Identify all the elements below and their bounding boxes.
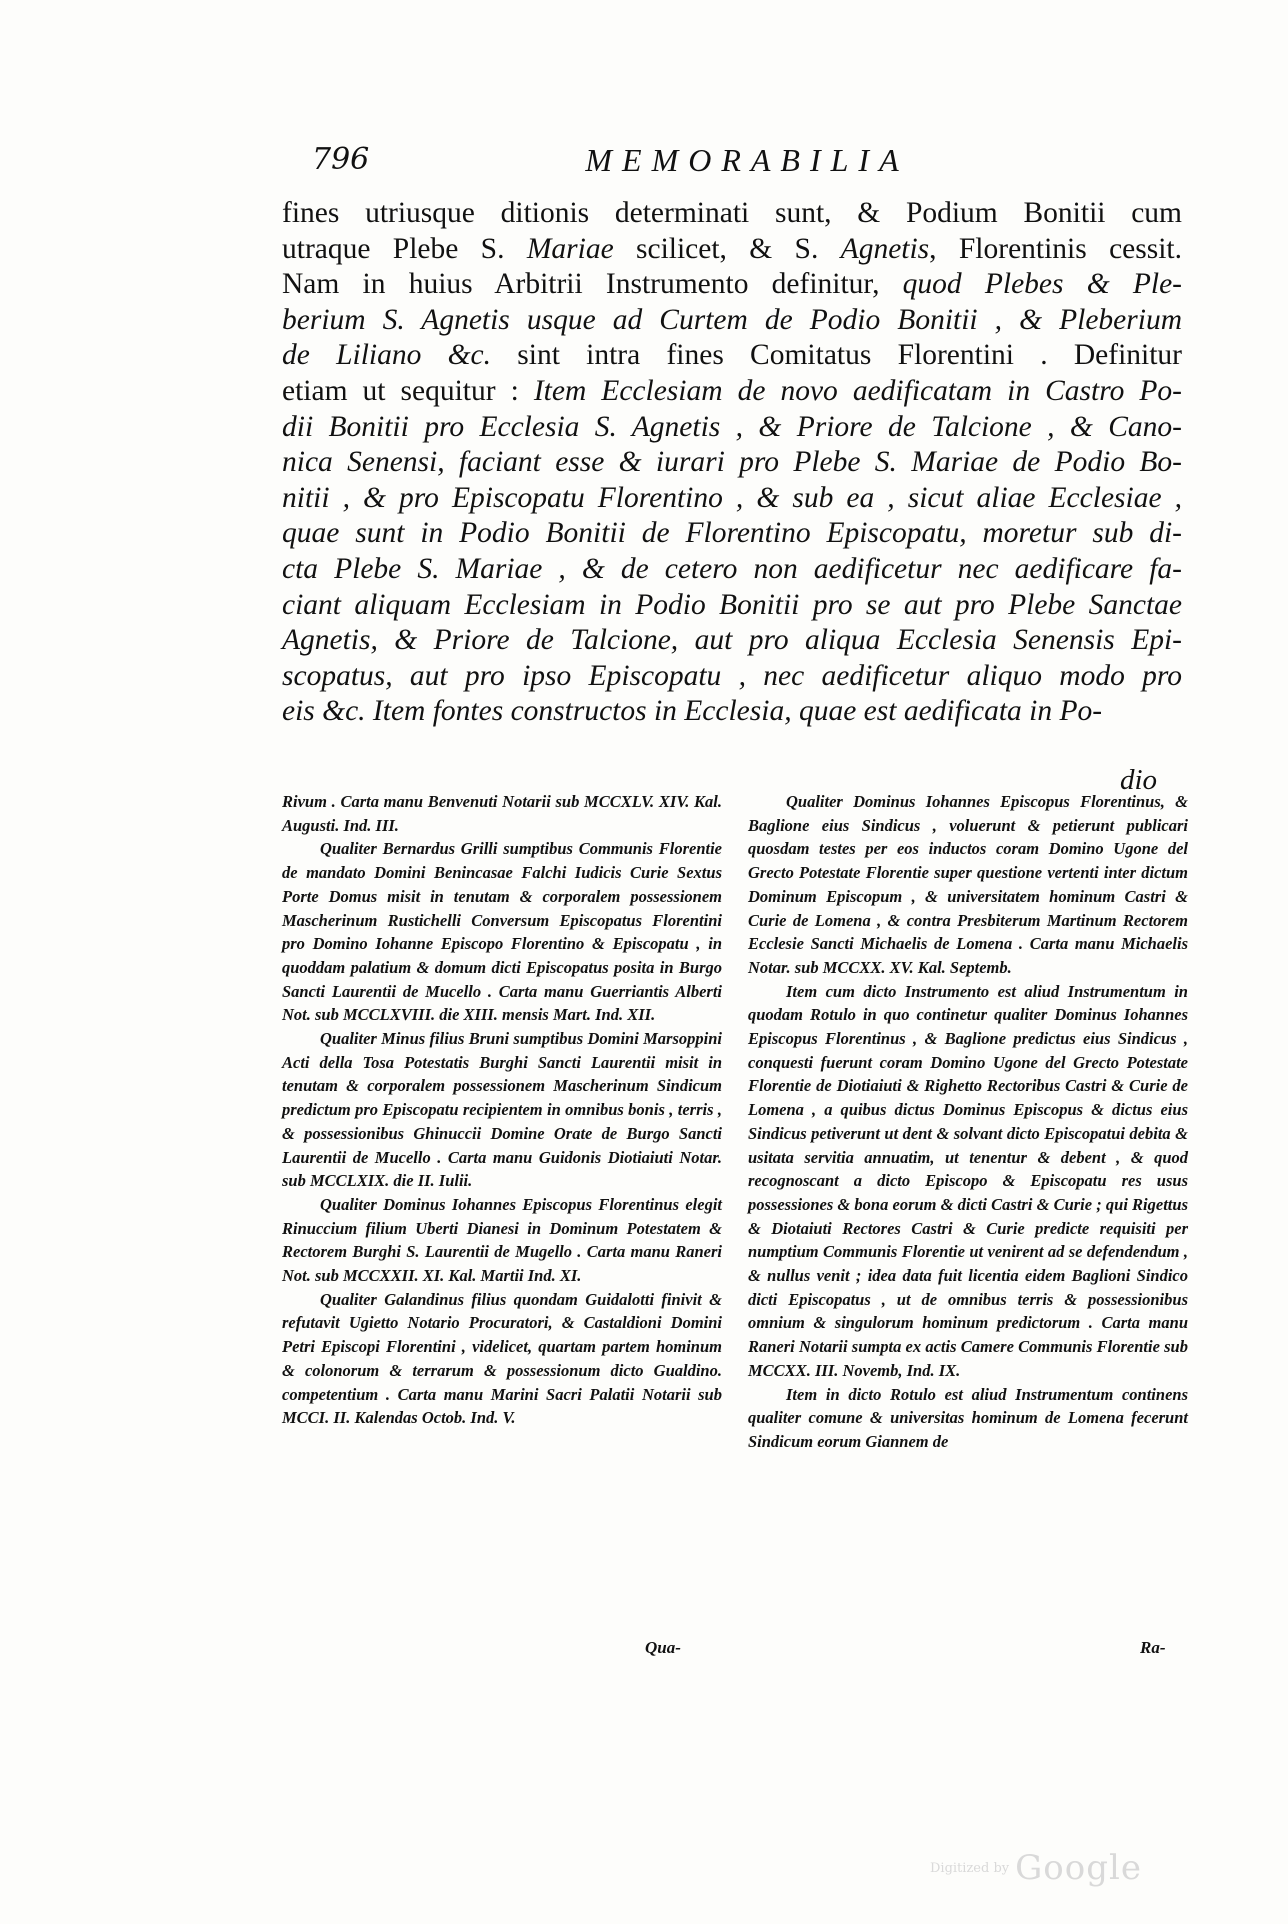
italic-segment: nica Senensi, faciant esse & iurari pro Plebe S. Mariae de Podio Bo- <box>282 446 1182 479</box>
column-paragraph: Qualiter Minus filius Bruni sumptibus Domini Marsoppini Acti della Tosa Potestatis Burghi Sancti Laurentii misit in tenutam & corporalem possessionem Mascherinum Sindicum predictum pro Episcopatu recipientem in omnibus bonis , terris , & possessionibus Ghinuccii Domine Orate de Burgo Sancti Laurentii de Mucello . Carta manu Guidonis Diotiaiuti Notar. sub MCCLXIX. die II. Iulii. <box>282 1029 722 1191</box>
digitization-watermark <box>930 1848 1142 1888</box>
main-text-line <box>282 588 1182 624</box>
main-text-line <box>282 232 1182 268</box>
roman-segment: fines utriusque ditionis determinati sunt, & Podium Bonitii cum <box>282 197 1182 229</box>
roman-segment: utraque Plebe S. <box>282 232 527 265</box>
italic-segment: Agnetis, & Priore de Talcione, aut pro aliqua Ecclesia Senensis Epi- <box>282 624 1182 657</box>
main-text-line <box>282 303 1182 339</box>
running-title: MEMORABILIA <box>585 142 909 178</box>
main-text-line <box>282 374 1182 410</box>
italic-segment: cta Plebe S. Mariae , & de cetero non aedificetur nec aedificare fa- <box>282 552 1182 585</box>
main-text-line <box>282 552 1182 588</box>
catchword-right-column: Ra- <box>1140 1638 1166 1657</box>
roman-segment: , Florentinis cessit. <box>929 232 1182 265</box>
main-text-line <box>282 516 1182 552</box>
column-paragraph: Item in dicto Rotulo est aliud Instrumentum continens qualiter comune & universitas hominum de Lomena fecerunt Sindicum eorum Giannem de <box>748 1384 1188 1451</box>
italic-segment: Agnetis <box>840 232 930 265</box>
italic-segment: Item Ecclesiam de novo aedificatam in Castro Po- <box>533 374 1182 407</box>
main-text-line <box>282 267 1182 303</box>
column-paragraph: Qualiter Galandinus filius quondam Guidalotti finivit & refutavit Ugietto Notario Procuratori, & Castaldioni Domini Petri Episcopi Florentini , videlicet, quartam partem hominum & colonorum & terrarum & possessionum dicto Gualdino. competentium . Carta manu Marini Sacri Palatii Notarii sub MCCI. II. Kalendas Octob. Ind. V. <box>282 1289 722 1428</box>
catchword-main: dio <box>1120 764 1158 796</box>
roman-segment: scilicet, & S. <box>613 232 841 265</box>
page-number: 796 <box>312 142 370 177</box>
main-text-block <box>282 196 1182 730</box>
column-paragraph: Item cum dicto Instrumento est aliud Instrumentum in quodam Rotulo in quo continetur qualiter Dominus Iohannes Episcopus Florentinus , & Baglione predictus eius Sindicus , conquesti fuerunt coram Domino Ugone del Grecto Potestate Florentie de Diotiaiuti & Righetto Rectoribus Castri & Curie de Lomena , a quibus dictus Dominus Episcopus & dictus eius Sindicus petiverunt ut dent & solvant dicto Episcopatui debita & usitata servitia annuatim, ut tenentur & debent , & quod recognoscant a dicto Episcopo & Episcopatu res usus possessiones & bona eorum & dicti Castri & Curie ; qui Rigettus & Diotaiuti Rectores Castri & Curie predicte requisiti per numptium Communis Florentie ut venirent ad se defendendum , & nullus venit ; idea data fuit licentia eidem Baglioni Sindico dicti Episcopatus , ut de omnibus terris & possessionibus omnium & singulorum hominum predictorum . Carta manu Raneri Notarii sumpta ex actis Camere Communis Florentie sub MCCXX. III. Novemb, Ind. IX. <box>748 981 1188 1380</box>
catchword-left-column: Qua- <box>645 1638 681 1657</box>
italic-segment: dii Bonitii pro Ecclesia S. Agnetis , & Priore de Talcione , & Cano- <box>282 410 1182 443</box>
italic-segment: quae sunt in Podio Bonitii de Florentino Episcopatu, moretur sub di- <box>282 517 1182 550</box>
main-text-line <box>282 410 1182 446</box>
column-paragraph: Rivum . Carta manu Benvenuti Notarii sub MCCXLV. XIV. Kal. Augusti. Ind. III. <box>282 792 722 835</box>
watermark-brand: Google <box>1015 1848 1142 1888</box>
roman-segment: sint intra fines Comitatus Florentini . Definitur <box>491 339 1182 372</box>
main-text-line <box>282 196 1182 232</box>
main-text-line <box>282 481 1182 517</box>
italic-segment: Mariae <box>526 232 614 265</box>
watermark-caption: Digitized by <box>930 1860 1010 1876</box>
main-text-line <box>282 338 1182 374</box>
italic-segment: berium S. Agnetis usque ad Curtem de Podio Bonitii , & Pleberium <box>282 303 1182 336</box>
main-text-line <box>282 623 1182 659</box>
roman-segment: Nam in huius Arbitrii Instrumento definitur, <box>282 268 903 301</box>
column-paragraph: Qualiter Dominus Iohannes Episcopus Florentinus elegit Rinuccium filium Uberti Dianesi in Dominum Potestatem & Rectorem Burghi S. Laurentii de Mugello . Carta manu Raneri Not. sub MCCXXII. XI. Kal. Martii Ind. XI. <box>282 1194 722 1286</box>
page-header <box>312 142 1182 182</box>
roman-segment: etiam ut sequitur : <box>282 374 534 407</box>
italic-segment: scopatus, aut pro ipso Episcopatu , nec aedificetur aliquo modo pro <box>282 659 1182 692</box>
main-text-line <box>282 659 1182 695</box>
italic-segment: nitii , & pro Episcopatu Florentino , & sub ea , sicut aliae Ecclesiae , <box>282 481 1182 514</box>
column-paragraph: Qualiter Dominus Iohannes Episcopus Florentinus, & Baglione eius Sindicus , voluerunt & petierunt publicari quosdam testes per eos inductos coram Domino Ugone del Grecto Potestate Florentie super questione vertenti inter dictum Dominum Episcopum , & universitatem hominum Castri & Curie de Lomena , & contra Presbiterum Martinum Rectorem Ecclesie Sancti Michaelis de Lomena . Carta manu Michaelis Notar. sub MCCXX. XV. Kal. Septemb. <box>748 792 1188 977</box>
italic-segment: de Liliano &c. <box>282 339 492 372</box>
italic-segment: ciant aliquam Ecclesiam in Podio Bonitii pro se aut pro Plebe Sanctae <box>282 588 1182 621</box>
main-text-line <box>282 694 1182 730</box>
italic-segment: eis &c. Item fontes constructos in Ecclesia, quae est aedificata in Po- <box>282 695 1103 728</box>
italic-segment: quod Plebes & Ple- <box>902 268 1182 301</box>
column-paragraph: Qualiter Bernardus Grilli sumptibus Communis Florentie de mandato Domini Beninc​asae Falchi Iudicis Curie Sextus Porte Domus misit in tenutam & corporalem possessionem Mascherinum Rustichelli Conversum Episcopatus Florentini pro Domino Iohanne Episcopo Florentino & Episcopatu , in quoddam palatium & domum dicti Episcopatus posita in Burgo Sancti Laurentii de Mucello . Carta manu Guerriantis Alberti Not. sub MCCLXVIII. die XIII. mensis Mart. Ind. XII. <box>282 839 722 1025</box>
left-column <box>282 790 722 1430</box>
main-text-line <box>282 445 1182 481</box>
right-column <box>748 790 1188 1454</box>
